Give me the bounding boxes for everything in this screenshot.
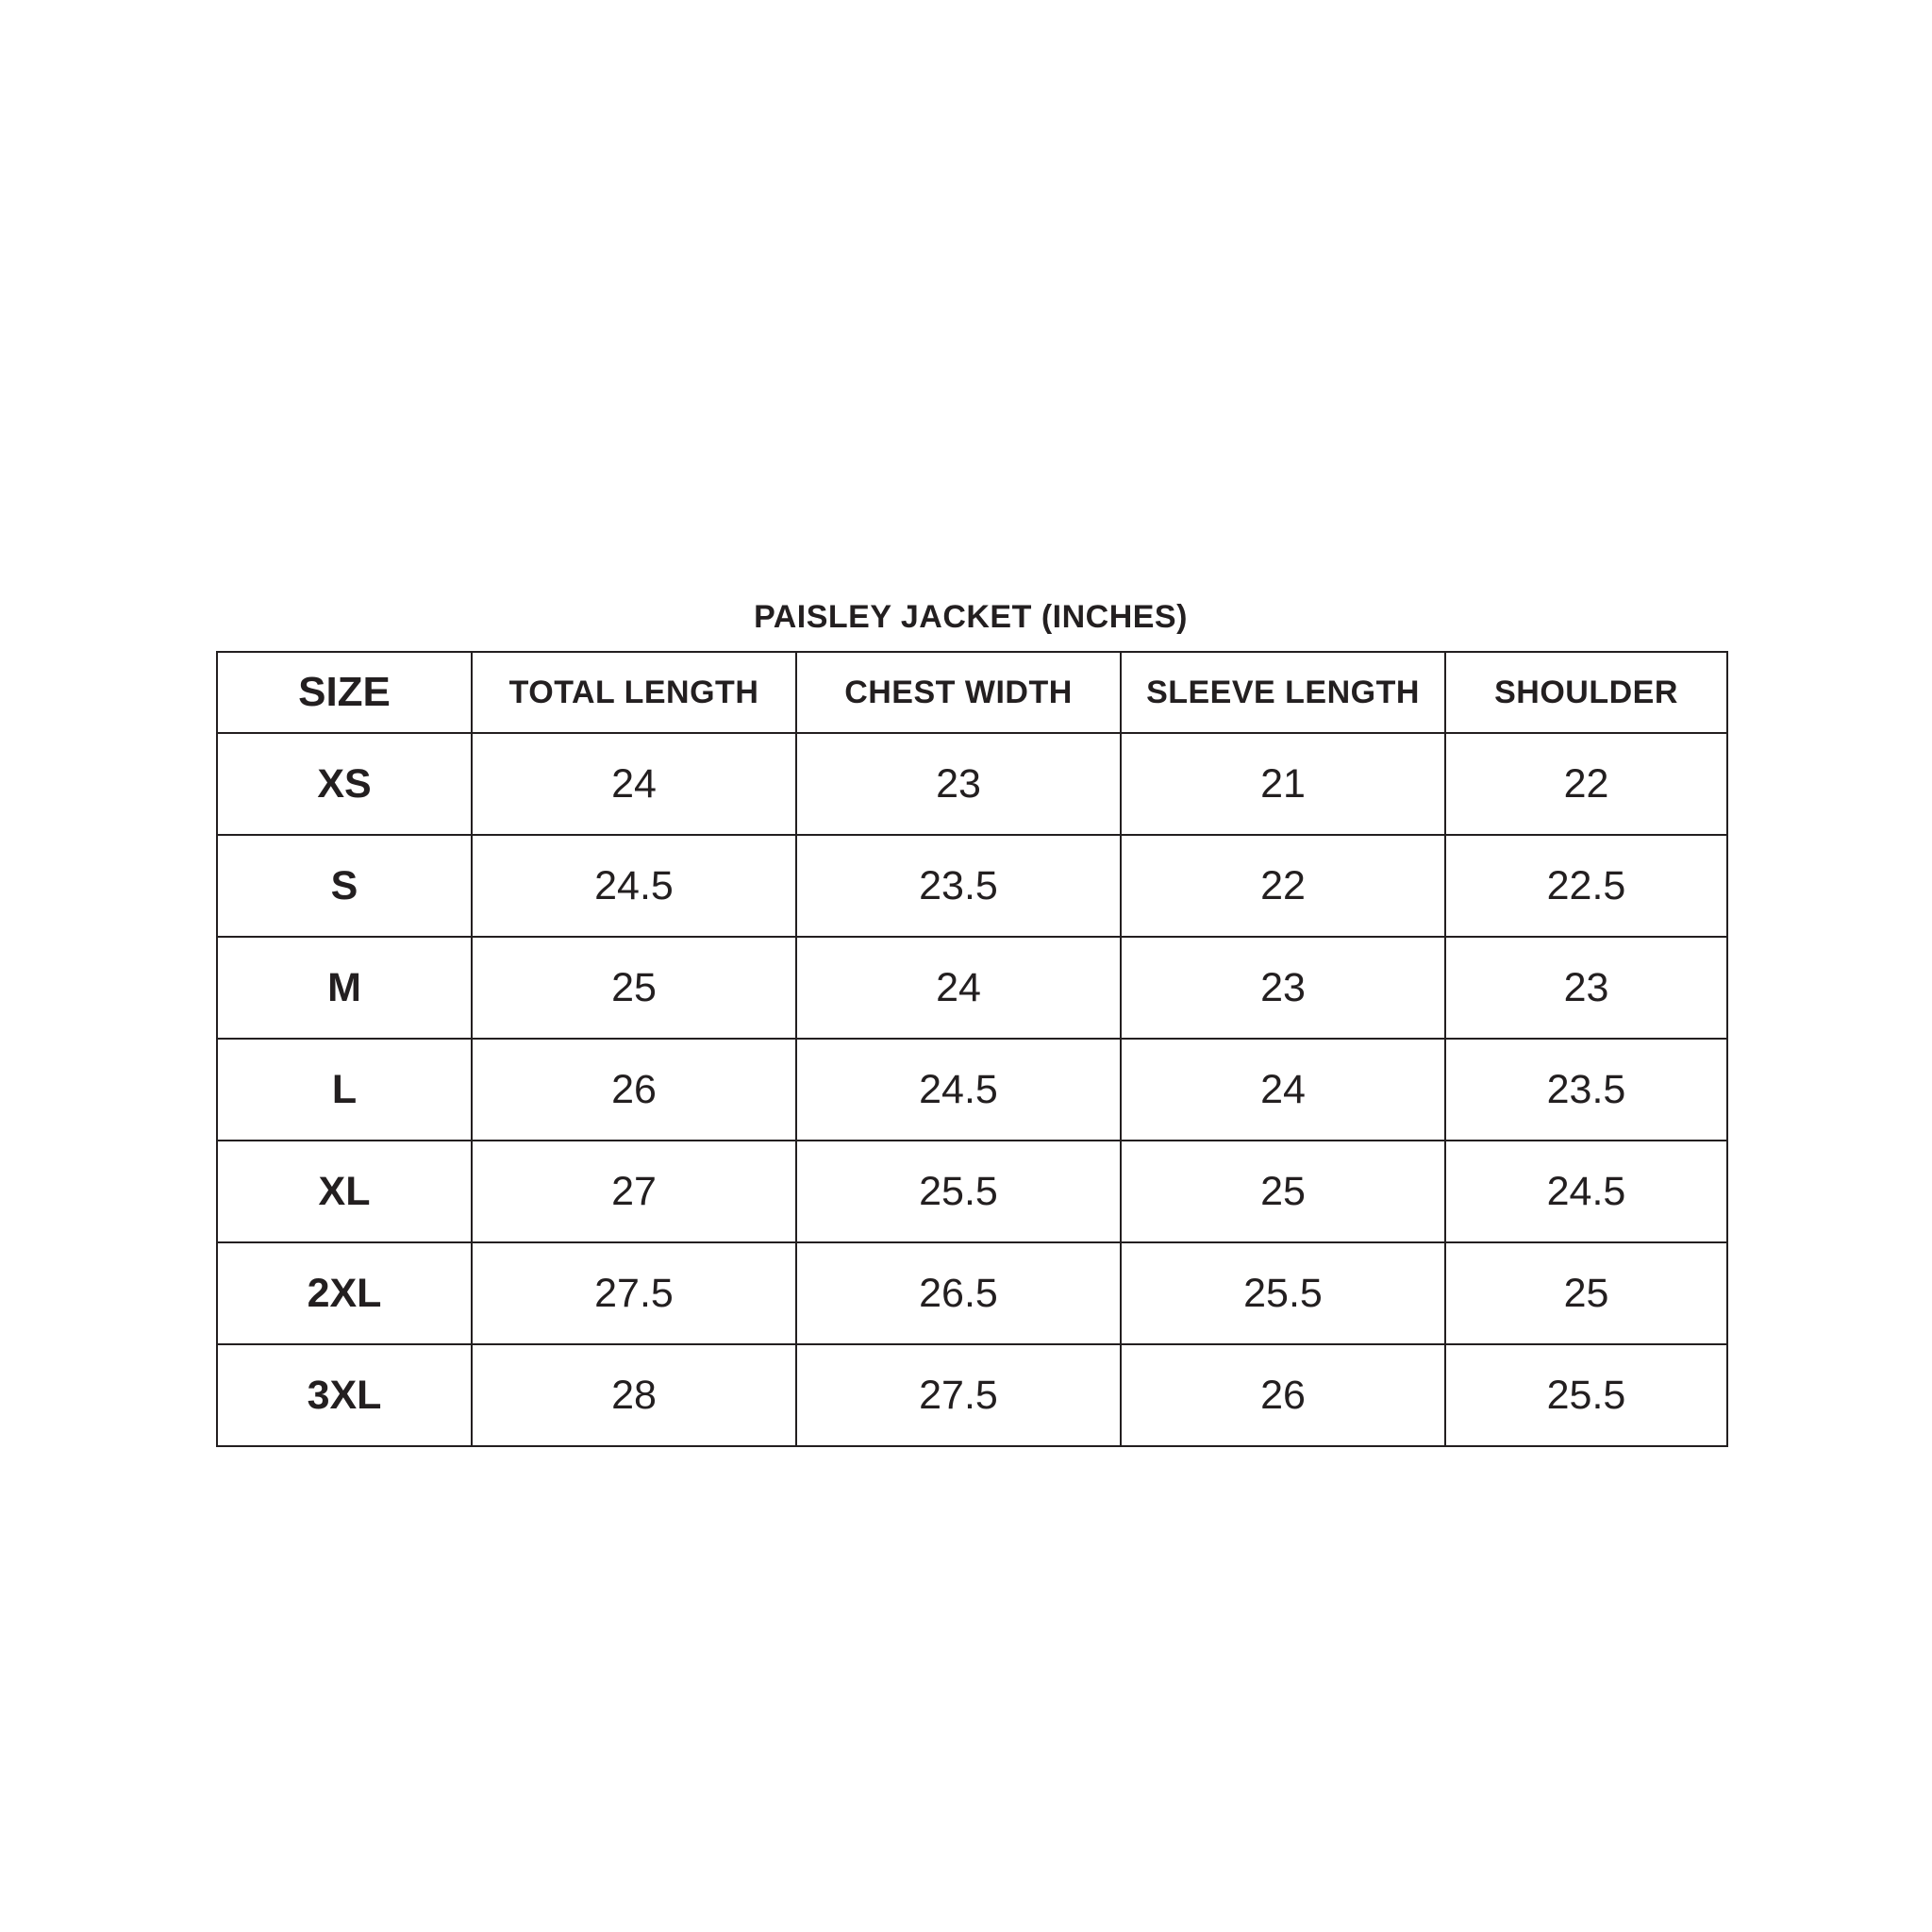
size-label: S <box>217 835 472 937</box>
chest-width-cell: 23 <box>796 733 1121 835</box>
table-row <box>217 1344 1727 1446</box>
column-header-shoulder: SHOULDER <box>1445 652 1727 733</box>
total-length-cell: 24 <box>472 733 796 835</box>
sleeve-length-cell: 21 <box>1121 733 1445 835</box>
size-label: XS <box>217 733 472 835</box>
chest-width-cell: 25.5 <box>796 1141 1121 1242</box>
total-length-cell: 27.5 <box>472 1242 796 1344</box>
shoulder-cell: 23 <box>1445 937 1727 1039</box>
shoulder-cell: 24.5 <box>1445 1141 1727 1242</box>
sleeve-length-cell: 26 <box>1121 1344 1445 1446</box>
shoulder-cell: 25.5 <box>1445 1344 1727 1446</box>
page-title: PAISLEY JACKET (INCHES) <box>754 599 1188 635</box>
table-row <box>217 835 1727 937</box>
column-header-chest-width: CHEST WIDTH <box>796 652 1121 733</box>
chest-width-cell: 27.5 <box>796 1344 1121 1446</box>
size-label: XL <box>217 1141 472 1242</box>
shoulder-cell: 23.5 <box>1445 1039 1727 1141</box>
column-header-size: SIZE <box>217 652 472 733</box>
chest-width-cell: 26.5 <box>796 1242 1121 1344</box>
shoulder-cell: 25 <box>1445 1242 1727 1344</box>
table-header-row <box>217 652 1727 733</box>
total-length-cell: 28 <box>472 1344 796 1446</box>
table-row <box>217 1039 1727 1141</box>
total-length-cell: 27 <box>472 1141 796 1242</box>
shoulder-cell: 22 <box>1445 733 1727 835</box>
column-header-sleeve-length: SLEEVE LENGTH <box>1121 652 1445 733</box>
size-label: M <box>217 937 472 1039</box>
size-label: 3XL <box>217 1344 472 1446</box>
size-label: 2XL <box>217 1242 472 1344</box>
table-row <box>217 937 1727 1039</box>
total-length-cell: 24.5 <box>472 835 796 937</box>
size-label: L <box>217 1039 472 1141</box>
sleeve-length-cell: 25.5 <box>1121 1242 1445 1344</box>
size-chart-table <box>216 651 1728 1447</box>
sleeve-length-cell: 23 <box>1121 937 1445 1039</box>
chest-width-cell: 24.5 <box>796 1039 1121 1141</box>
column-header-total-length: TOTAL LENGTH <box>472 652 796 733</box>
total-length-cell: 26 <box>472 1039 796 1141</box>
chest-width-cell: 23.5 <box>796 835 1121 937</box>
table-row <box>217 733 1727 835</box>
chest-width-cell: 24 <box>796 937 1121 1039</box>
table-row <box>217 1242 1727 1344</box>
sleeve-length-cell: 24 <box>1121 1039 1445 1141</box>
sleeve-length-cell: 25 <box>1121 1141 1445 1242</box>
total-length-cell: 25 <box>472 937 796 1039</box>
table-row <box>217 1141 1727 1242</box>
shoulder-cell: 22.5 <box>1445 835 1727 937</box>
sleeve-length-cell: 22 <box>1121 835 1445 937</box>
